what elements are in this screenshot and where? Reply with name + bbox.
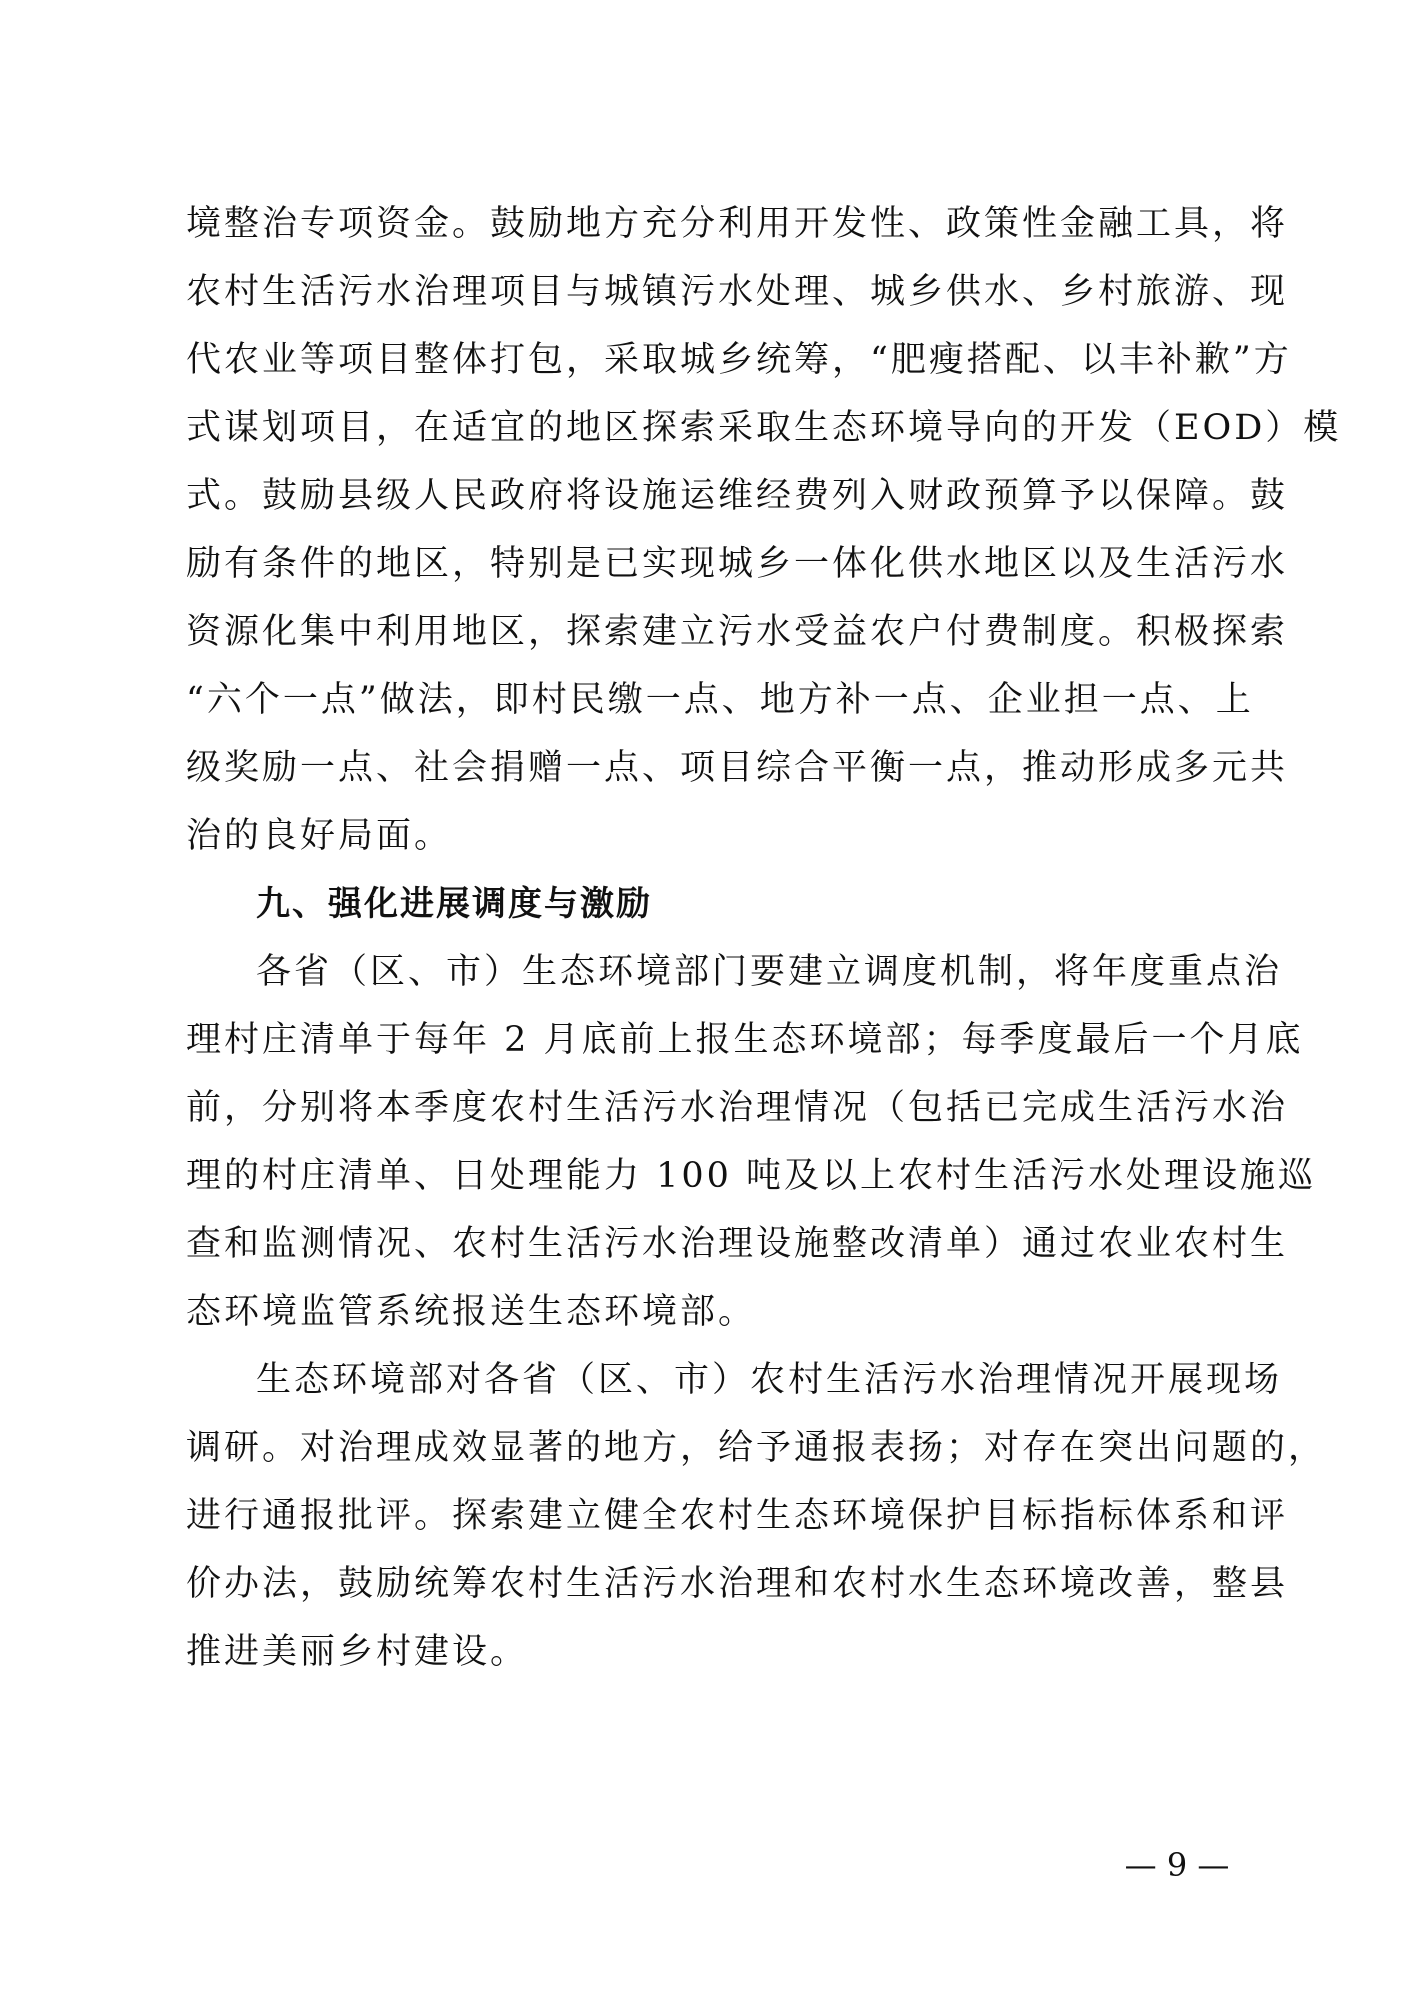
page-number: — 9 — [1124,1846,1230,1884]
text-line: 治的良好局面。 [186,816,453,856]
text-line: 进行通报批评。探索建立健全农村生态环境保护目标指标体系和评 [186,1496,1289,1536]
text-line: 级奖励一点、社会捐赠一点、项目综合平衡一点，推动形成多元共 [186,748,1289,788]
text-line: 查和监测情况、农村生活污水治理设施整改清单）通过农业农村生 [186,1224,1289,1264]
text-line: 生态环境部对各省（区、市）农村生活污水治理情况开展现场 [256,1360,1283,1400]
text-line: 境整治专项资金。鼓励地方充分利用开发性、政策性金融工具，将 [186,204,1289,244]
text-line: 推进美丽乡村建设。 [186,1632,529,1672]
text-line: 励有条件的地区，特别是已实现城乡一体化供水地区以及生活污水 [186,544,1289,584]
text-line: 态环境监管系统报送生态环境部。 [186,1292,757,1332]
text-line: “六个一点”做法，即村民缴一点、地方补一点、企业担一点、上 [186,680,1254,720]
text-line: 资源化集中利用地区，探索建立污水受益农户付费制度。积极探索 [186,612,1289,652]
text-line: 代农业等项目整体打包，采取城乡统筹，“肥瘦搭配、以丰补歉”方 [186,340,1292,380]
paragraph-dispatch [186,938,1317,1346]
paragraph-incentive [186,1346,1327,1686]
text-line: 式。鼓励县级人民政府将设施运维经费列入财政预算予以保障。鼓 [186,476,1289,516]
text-line: 农村生活污水治理项目与城镇污水处理、城乡供水、乡村旅游、现 [186,272,1289,312]
text-line: 前，分别将本季度农村生活污水治理情况（包括已完成生活污水治 [186,1088,1289,1128]
paragraph-funding [186,190,1342,1686]
text-line: 各省（区、市）生态环境部门要建立调度机制，将年度重点治 [256,952,1283,992]
text-line: 理村庄清单于每年 2 月底前上报生态环境部；每季度最后一个月底 [186,1020,1304,1060]
text-line: 调研。对治理成效显著的地方，给予通报表扬；对存在突出问题的， [186,1428,1327,1468]
section-heading: 九、强化进展调度与激励 [256,884,652,924]
text-line: 式谋划项目，在适宜的地区探索采取生态环境导向的开发（EOD）模 [186,408,1342,448]
text-line: 理的村庄清单、日处理能力 100 吨及以上农村生活污水处理设施巡 [186,1156,1317,1196]
text-line: 价办法，鼓励统筹农村生活污水治理和农村水生态环境改善，整县 [186,1564,1289,1604]
